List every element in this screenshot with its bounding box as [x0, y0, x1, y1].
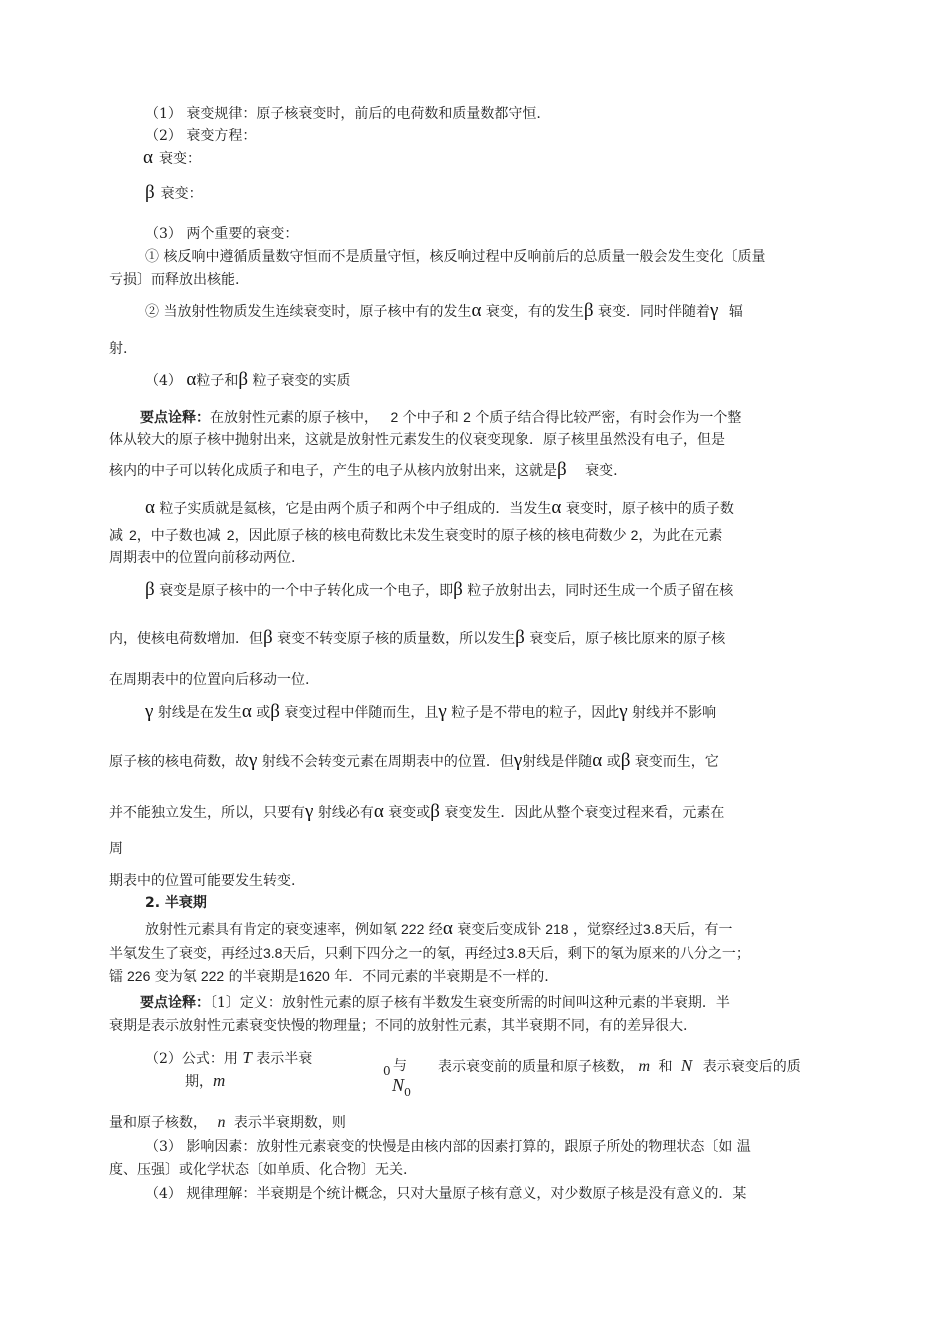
note-label: 要点诠释：: [140, 410, 210, 426]
note-1-line-3: 核内的中子可以转化成质子和电子，产生的电子从核内放射出来，这就是β 衰变.: [109, 459, 618, 480]
note-1-line-2: 体从较大的原子核中抛射出来，这就是放射性元素发生的仪衰变现象．原子核里虽然没有电子，但是: [109, 432, 725, 448]
formula-line-1a: （2）公式：用 T 表示半衰: [145, 1048, 313, 1067]
gamma-symbol: γ: [619, 701, 628, 722]
beta-symbol: β: [557, 459, 567, 480]
var-T: T: [242, 1048, 252, 1067]
alpha-decay-label: 衰变：: [158, 151, 201, 167]
var-N0: $N_0$: [392, 1075, 412, 1099]
point-1-line-2: 亏损〕而释放出核能.: [109, 272, 240, 288]
beta-symbol: β: [263, 627, 273, 648]
gamma-symbol: γ: [710, 300, 719, 321]
point-1-line-1: ① 核反响中遵循质量数守恒而不是质量守恒，核反响过程中反响前后的总质量一般会发生变化〔质量: [145, 249, 766, 265]
gamma-para-line-3: 并不能独立发生，所以，只要有γ 射线必有α 衰变或β 衰变发生．因此从整个衰变过程来看，元素在: [109, 801, 725, 822]
beta-symbol: β: [583, 300, 594, 321]
gamma-symbol: γ: [145, 701, 154, 722]
subscript-0: 0: [383, 1064, 391, 1078]
alpha-symbol: α: [373, 801, 384, 822]
beta-symbol: β: [145, 579, 155, 600]
beta-symbol: β: [270, 701, 280, 722]
alpha-symbol: α: [145, 497, 155, 518]
beta-decay-line: [145, 183, 203, 204]
var-n: n: [217, 1114, 226, 1131]
section-2-heading: 2. 半衰期: [145, 895, 207, 911]
item-4-particle-essence: （4） α粒子和β 粒子衰变的实质: [145, 369, 351, 390]
alpha-decay-line: [143, 148, 201, 169]
alpha-symbol: α: [241, 701, 252, 722]
var-m2: m: [638, 1058, 651, 1075]
half-life-para-line-1: 放射性元素具有肯定的衰变速率，例如氡 222 经α 衰变后变成钋 218 ，觉察经过3.8天后，有一: [145, 918, 733, 939]
item-4-rule-line-1: （4） 规律理解：半衰期是个统计概念，只对大量原子核有意义，对少数原子核是没有意义的．某: [145, 1186, 747, 1202]
word-yu: 与: [393, 1058, 407, 1074]
half-life-para-line-2: 半氡发生了衰变，再经过3.8天后，只剩下四分之一的氡，再经过3.8天后，剩下的氡为原来的八分之一；: [109, 945, 750, 962]
gamma-para-line-2: 原子核的核电荷数，故γ 射线不会转变元素在周期表中的位置．但γ射线是伴随α 或β 衰变而生，它: [109, 750, 719, 771]
beta-symbol: β: [515, 627, 525, 648]
note-2-line-2: 衰期是表示放射性元素衰变快慢的物理量；不同的放射性元素，其半衰期不同，有的差异很大.: [109, 1018, 688, 1034]
beta-para-line-3: 在周期表中的位置向后移动一位.: [109, 672, 310, 688]
formula-line-1b: 期，m: [185, 1071, 226, 1090]
gamma-symbol: γ: [438, 701, 447, 722]
beta-symbol: β: [145, 182, 155, 203]
var-m: m: [213, 1071, 226, 1090]
beta-symbol: β: [238, 369, 249, 390]
item-1-decay-law: （1） 衰变规律：原子核衰变时，前后的电荷数和质量数都守恒.: [145, 106, 541, 122]
point-2-line-2: 射.: [109, 341, 128, 357]
note-1-line-1: 要点诠释：在放射性元素的原子核中， 2 个中子和 2 个质子结合得比较严密，有时会作为一个整: [140, 409, 742, 426]
gamma-symbol: γ: [249, 750, 258, 771]
alpha-symbol: α: [592, 750, 603, 771]
gamma-symbol: γ: [305, 801, 314, 822]
gamma-para-line-1: γ 射线是在发生α 或β 衰变过程中伴随而生，且γ 粒子是不带电的粒子，因此γ 射线并不影响: [145, 701, 717, 722]
beta-symbol: β: [620, 750, 631, 771]
beta-symbol: β: [430, 801, 440, 822]
gamma-para-line-5: 期表中的位置可能要发生转变.: [109, 873, 296, 889]
gamma-para-line-4: 周: [109, 841, 123, 857]
beta-para-line-2: 内，使核电荷数增加．但β 衰变不转变原子核的质量数，所以发生β 衰变后，原子核比原来的原子核: [109, 627, 726, 648]
note-label: 要点诠释：: [140, 995, 210, 1011]
beta-para-line-1: β 衰变是原子核中的一个中子转化成一个电子，即β 粒子放射出去，同时还生成一个质子留在核: [145, 579, 734, 600]
var-N: N: [680, 1056, 693, 1075]
alpha-symbol: α: [551, 497, 562, 518]
alpha-para-line-2: 减 2，中子数也减 2，因此原子核的核电荷数比未发生衰变时的原子核的核电荷数少 2，为此在元素: [109, 527, 723, 544]
item-2-decay-equation: （2） 衰变方程：: [145, 128, 257, 144]
alpha-symbol: α: [143, 147, 153, 168]
note-2-line-1: 要点诠释：〔1〕定义：放射性元素的原子核有半数发生衰变所需的时间叫这种元素的半衰期．半: [140, 995, 730, 1011]
alpha-symbol: α: [442, 918, 453, 939]
item-3-two-decays: （3） 两个重要的衰变：: [145, 226, 299, 242]
formula-line-2: 量和原子核数， n 表示半衰期数，则: [109, 1114, 346, 1131]
gamma-symbol: γ: [513, 750, 523, 771]
half-life-para-line-3: 镭 226 变为氡 222 的半衰期是1620 年．不同元素的半衰期是不一样的.: [109, 968, 549, 985]
alpha-para-line-3: 周期表中的位置向前移动两位.: [109, 550, 296, 566]
item-3-influence-line-1: （3） 影响因素：放射性元素衰变的快慢是由核内部的因素打算的，跟原子所处的物理状态〔如 温: [145, 1139, 751, 1155]
alpha-symbol: α: [471, 300, 482, 321]
beta-decay-label: 衰变：: [160, 186, 203, 202]
item-3-influence-line-2: 度、压强〕或化学状态〔如单质、化合物〕无关.: [109, 1162, 408, 1178]
alpha-para-line-1: α 粒子实质就是氦核，它是由两个质子和两个中子组成的．当发生α 衰变时，原子核中的质子数: [145, 497, 734, 518]
formula-line-1c: 表示衰变前的质量和原子核数， m 和 N 表示衰变后的质: [438, 1056, 801, 1075]
point-2-line-1: ② 当放射性物质发生连续衰变时，原子核中有的发生α 衰变，有的发生β 衰变．同时伴随着γ 辐: [145, 300, 743, 321]
alpha-symbol: α: [186, 369, 197, 390]
beta-symbol: β: [453, 579, 463, 600]
